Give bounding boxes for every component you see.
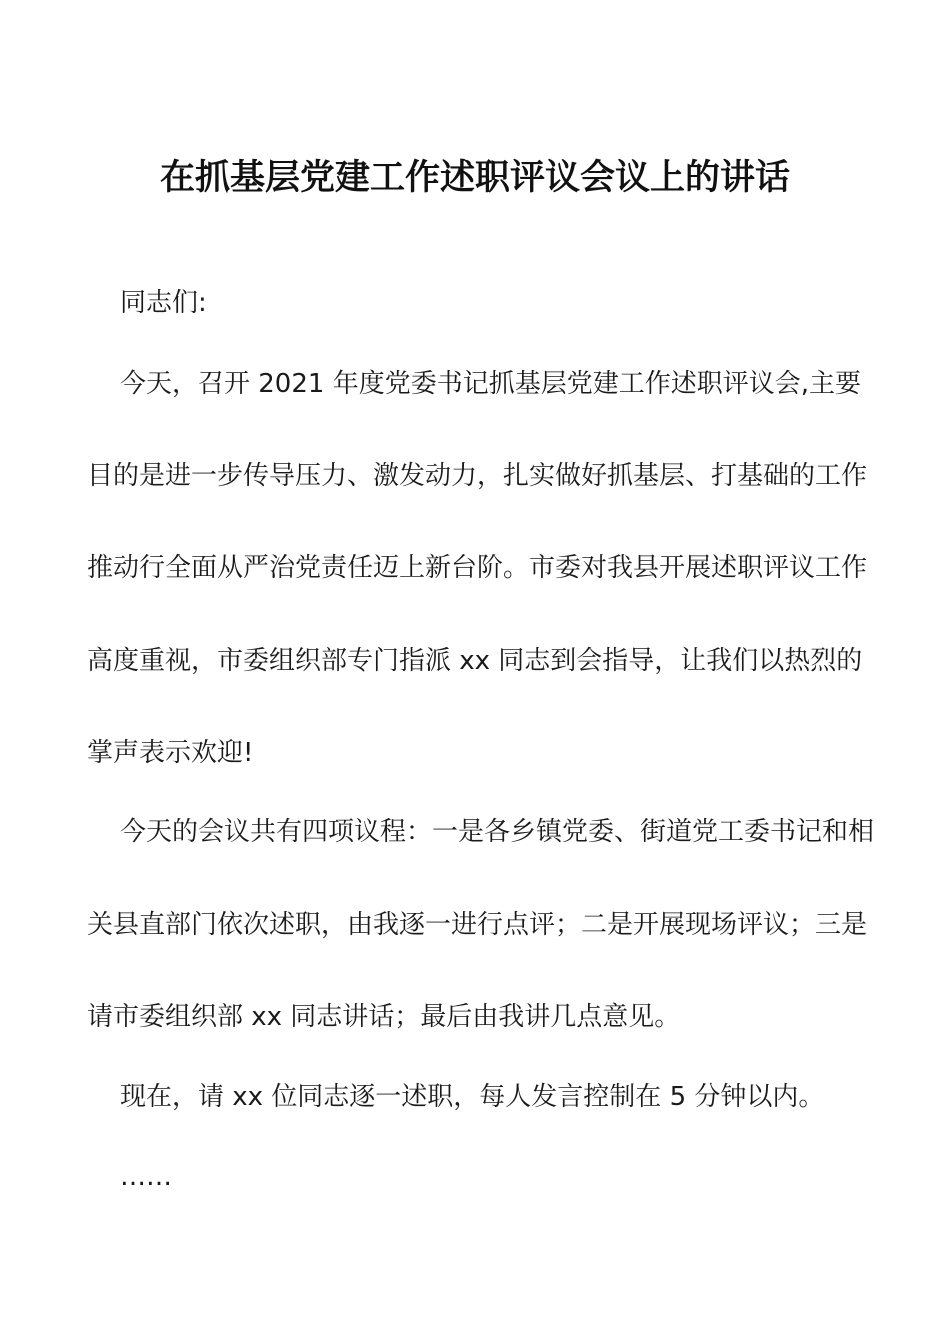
paragraph1-line2: 目的是进一步传导压力、激发动力，扎实做好抓基层、打基础的工作: [87, 461, 868, 491]
paragraph1-line5: 掌声表示欢迎!: [87, 738, 254, 768]
ellipsis: ……: [120, 1162, 172, 1192]
paragraph2-line3: 请市委组织部 xx 同志讲话；最后由我讲几点意见。: [87, 1002, 681, 1032]
document-title: 在抓基层党建工作述职评议会议上的讲话: [159, 158, 790, 198]
paragraph3: 现在，请 xx 位同志逐一述职，每人发言控制在 5 分钟以内。: [120, 1082, 825, 1112]
paragraph1-line4: 高度重视，市委组织部专门指派 xx 同志到会指导，让我们以热烈的: [87, 646, 863, 676]
salutation: 同志们:: [120, 288, 207, 318]
paragraph2-line2: 关县直部门依次述职，由我逐一进行点评；二是开展现场评议；三是: [87, 910, 868, 940]
paragraph1-line1: 今天，召开 2021 年度党委书记抓基层党建工作述职评议会,主要: [120, 369, 861, 399]
paragraph1-line3: 推动行全面从严治党责任迈上新台阶。市委对我县开展述职评议工作: [87, 553, 868, 583]
paragraph2-line1: 今天的会议共有四项议程：一是各乡镇党委、街道党工委书记和相: [120, 817, 875, 847]
